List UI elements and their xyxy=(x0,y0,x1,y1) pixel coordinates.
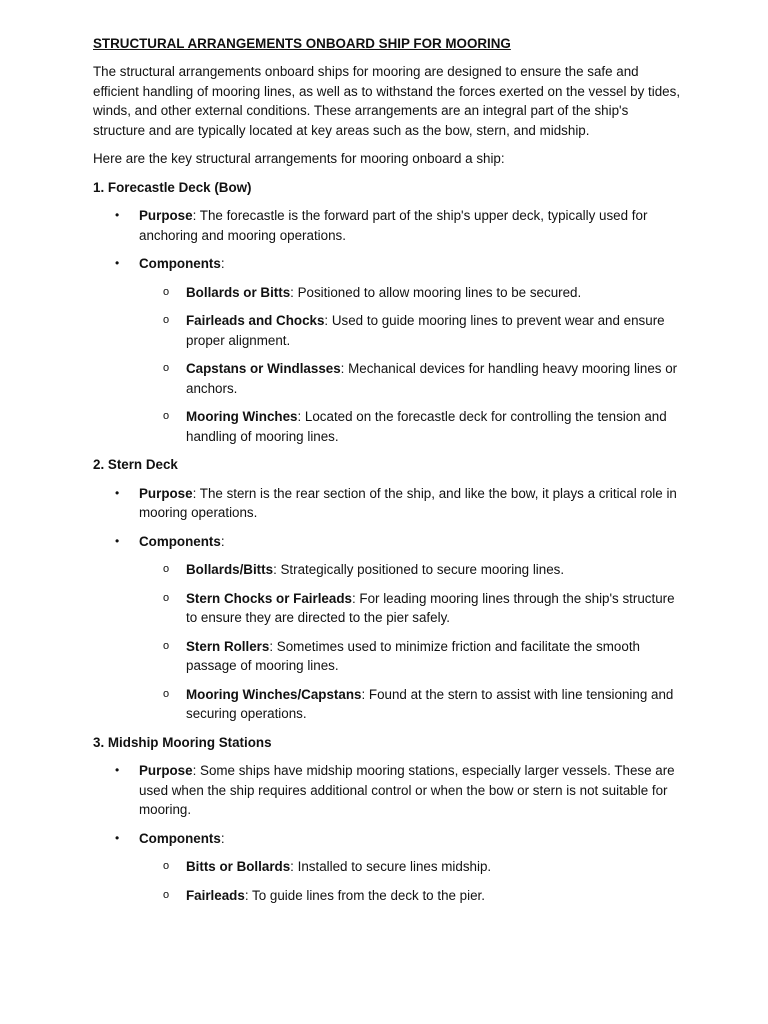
sub-bullet-icon: o xyxy=(163,563,170,575)
components-bullet xyxy=(115,829,683,849)
bullet-icon: • xyxy=(115,485,120,500)
purpose-label: Purpose xyxy=(139,763,193,778)
component-term: Fairleads xyxy=(186,887,245,903)
components-label: Components xyxy=(139,256,221,271)
lead-paragraph: Here are the key structural arrangements for mooring onboard a ship: xyxy=(93,151,505,166)
component-item xyxy=(163,283,683,303)
components-bullet xyxy=(115,532,683,552)
bullet-icon: • xyxy=(115,763,120,777)
component-term: Stern Rollers xyxy=(186,638,270,654)
purpose-text: : The forecastle is the forward part of the ship's upper deck, typically used for anchoring and mooring operations. xyxy=(139,208,648,243)
component-item xyxy=(163,359,683,398)
component-item xyxy=(163,857,683,877)
components-label: Components xyxy=(139,830,221,846)
component-item xyxy=(163,886,683,906)
purpose-label: Purpose xyxy=(139,208,193,223)
component-desc: : Used to guide mooring lines to prevent wear and ensure proper alignment. xyxy=(186,313,665,348)
component-term: Capstans or Windlasses xyxy=(186,361,341,376)
component-term: Bollards/Bitts xyxy=(186,562,274,577)
component-term: Bollards or Bitts xyxy=(186,284,291,300)
purpose-label: Purpose xyxy=(139,485,193,501)
sub-bullet-icon: o xyxy=(163,285,170,298)
component-desc: : Sometimes used to minimize friction and facilitate the smooth passage of mooring lines. xyxy=(186,638,640,673)
sub-bullet-icon: o xyxy=(163,314,170,326)
component-desc: : Strategically positioned to secure mooring lines. xyxy=(273,562,565,577)
component-item xyxy=(163,407,683,446)
sub-bullet-icon: o xyxy=(163,860,170,872)
component-item xyxy=(163,311,683,350)
bullet-icon: • xyxy=(115,256,120,270)
sub-bullet-icon: o xyxy=(163,591,170,604)
components-colon: : xyxy=(220,533,225,549)
component-item xyxy=(163,637,683,676)
component-term: Fairleads and Chocks xyxy=(186,313,325,328)
components-bullet xyxy=(115,254,683,274)
component-desc: : Located on the forecastle deck for controlling the tension and handling of mooring lines. xyxy=(186,409,667,444)
document-title: STRUCTURAL ARRANGEMENTS ONBOARD SHIP FOR MOORING xyxy=(93,36,511,51)
purpose-text: : The stern is the rear section of the ship, and like the bow, it plays a critical role in mooring operations. xyxy=(139,485,677,520)
purpose-bullet xyxy=(115,761,683,820)
component-desc: : Installed to secure lines midship. xyxy=(290,859,492,874)
bullet-icon: • xyxy=(115,208,120,222)
component-item xyxy=(163,560,683,580)
component-term: Bitts or Bollards xyxy=(186,859,291,874)
bullet-icon: • xyxy=(115,533,120,548)
component-term: Stern Chocks or Fairleads xyxy=(186,590,352,606)
component-term: Mooring Winches xyxy=(186,409,298,424)
bullet-icon: • xyxy=(115,830,120,845)
section-heading: 3. Midship Mooring Stations xyxy=(93,734,272,750)
component-desc: : Found at the stern to assist with line tensioning and securing operations. xyxy=(186,686,674,721)
component-desc: : To guide lines from the deck to the pier. xyxy=(244,887,485,903)
component-term: Mooring Winches/Capstans xyxy=(186,686,362,702)
component-item xyxy=(163,589,683,628)
sub-bullet-icon: o xyxy=(163,639,170,652)
sub-bullet-icon: o xyxy=(163,362,170,374)
purpose-bullet xyxy=(115,206,683,245)
component-desc: : For leading mooring lines through the ship's structure to ensure they are directed to the pier safely. xyxy=(186,590,675,625)
sub-bullet-icon: o xyxy=(163,888,170,901)
intro-paragraph: The structural arrangements onboard ships for mooring are designed to ensure the safe and efficient handling of mooring lines, as well as to withstand the forces exerted on the vessel by tides, winds, and other external conditions. These arrangements are an integral part of the ship's structure and are typically located at key areas such as the bow, stern, and midship. xyxy=(93,64,681,138)
components-label: Components xyxy=(139,533,221,549)
sub-bullet-icon: o xyxy=(163,687,170,700)
components-colon: : xyxy=(220,256,225,271)
sub-bullet-icon: o xyxy=(163,410,170,422)
components-colon: : xyxy=(220,830,225,846)
section-heading: 2. Stern Deck xyxy=(93,457,178,472)
section-heading: 1. Forecastle Deck (Bow) xyxy=(93,179,252,195)
component-item xyxy=(163,685,683,724)
section-stern xyxy=(93,455,683,724)
document-page xyxy=(93,34,683,914)
component-desc: : Positioned to allow mooring lines to be secured. xyxy=(290,284,582,300)
section-forecastle xyxy=(93,178,683,447)
component-desc: : Mechanical devices for handling heavy mooring lines or anchors. xyxy=(186,361,678,396)
purpose-bullet xyxy=(115,484,683,523)
purpose-text: : Some ships have midship mooring stations, especially larger vessels. These are used when the ship requires additional control or when the bow or stern is not suitable for mooring. xyxy=(139,763,675,817)
section-midship xyxy=(93,733,683,906)
